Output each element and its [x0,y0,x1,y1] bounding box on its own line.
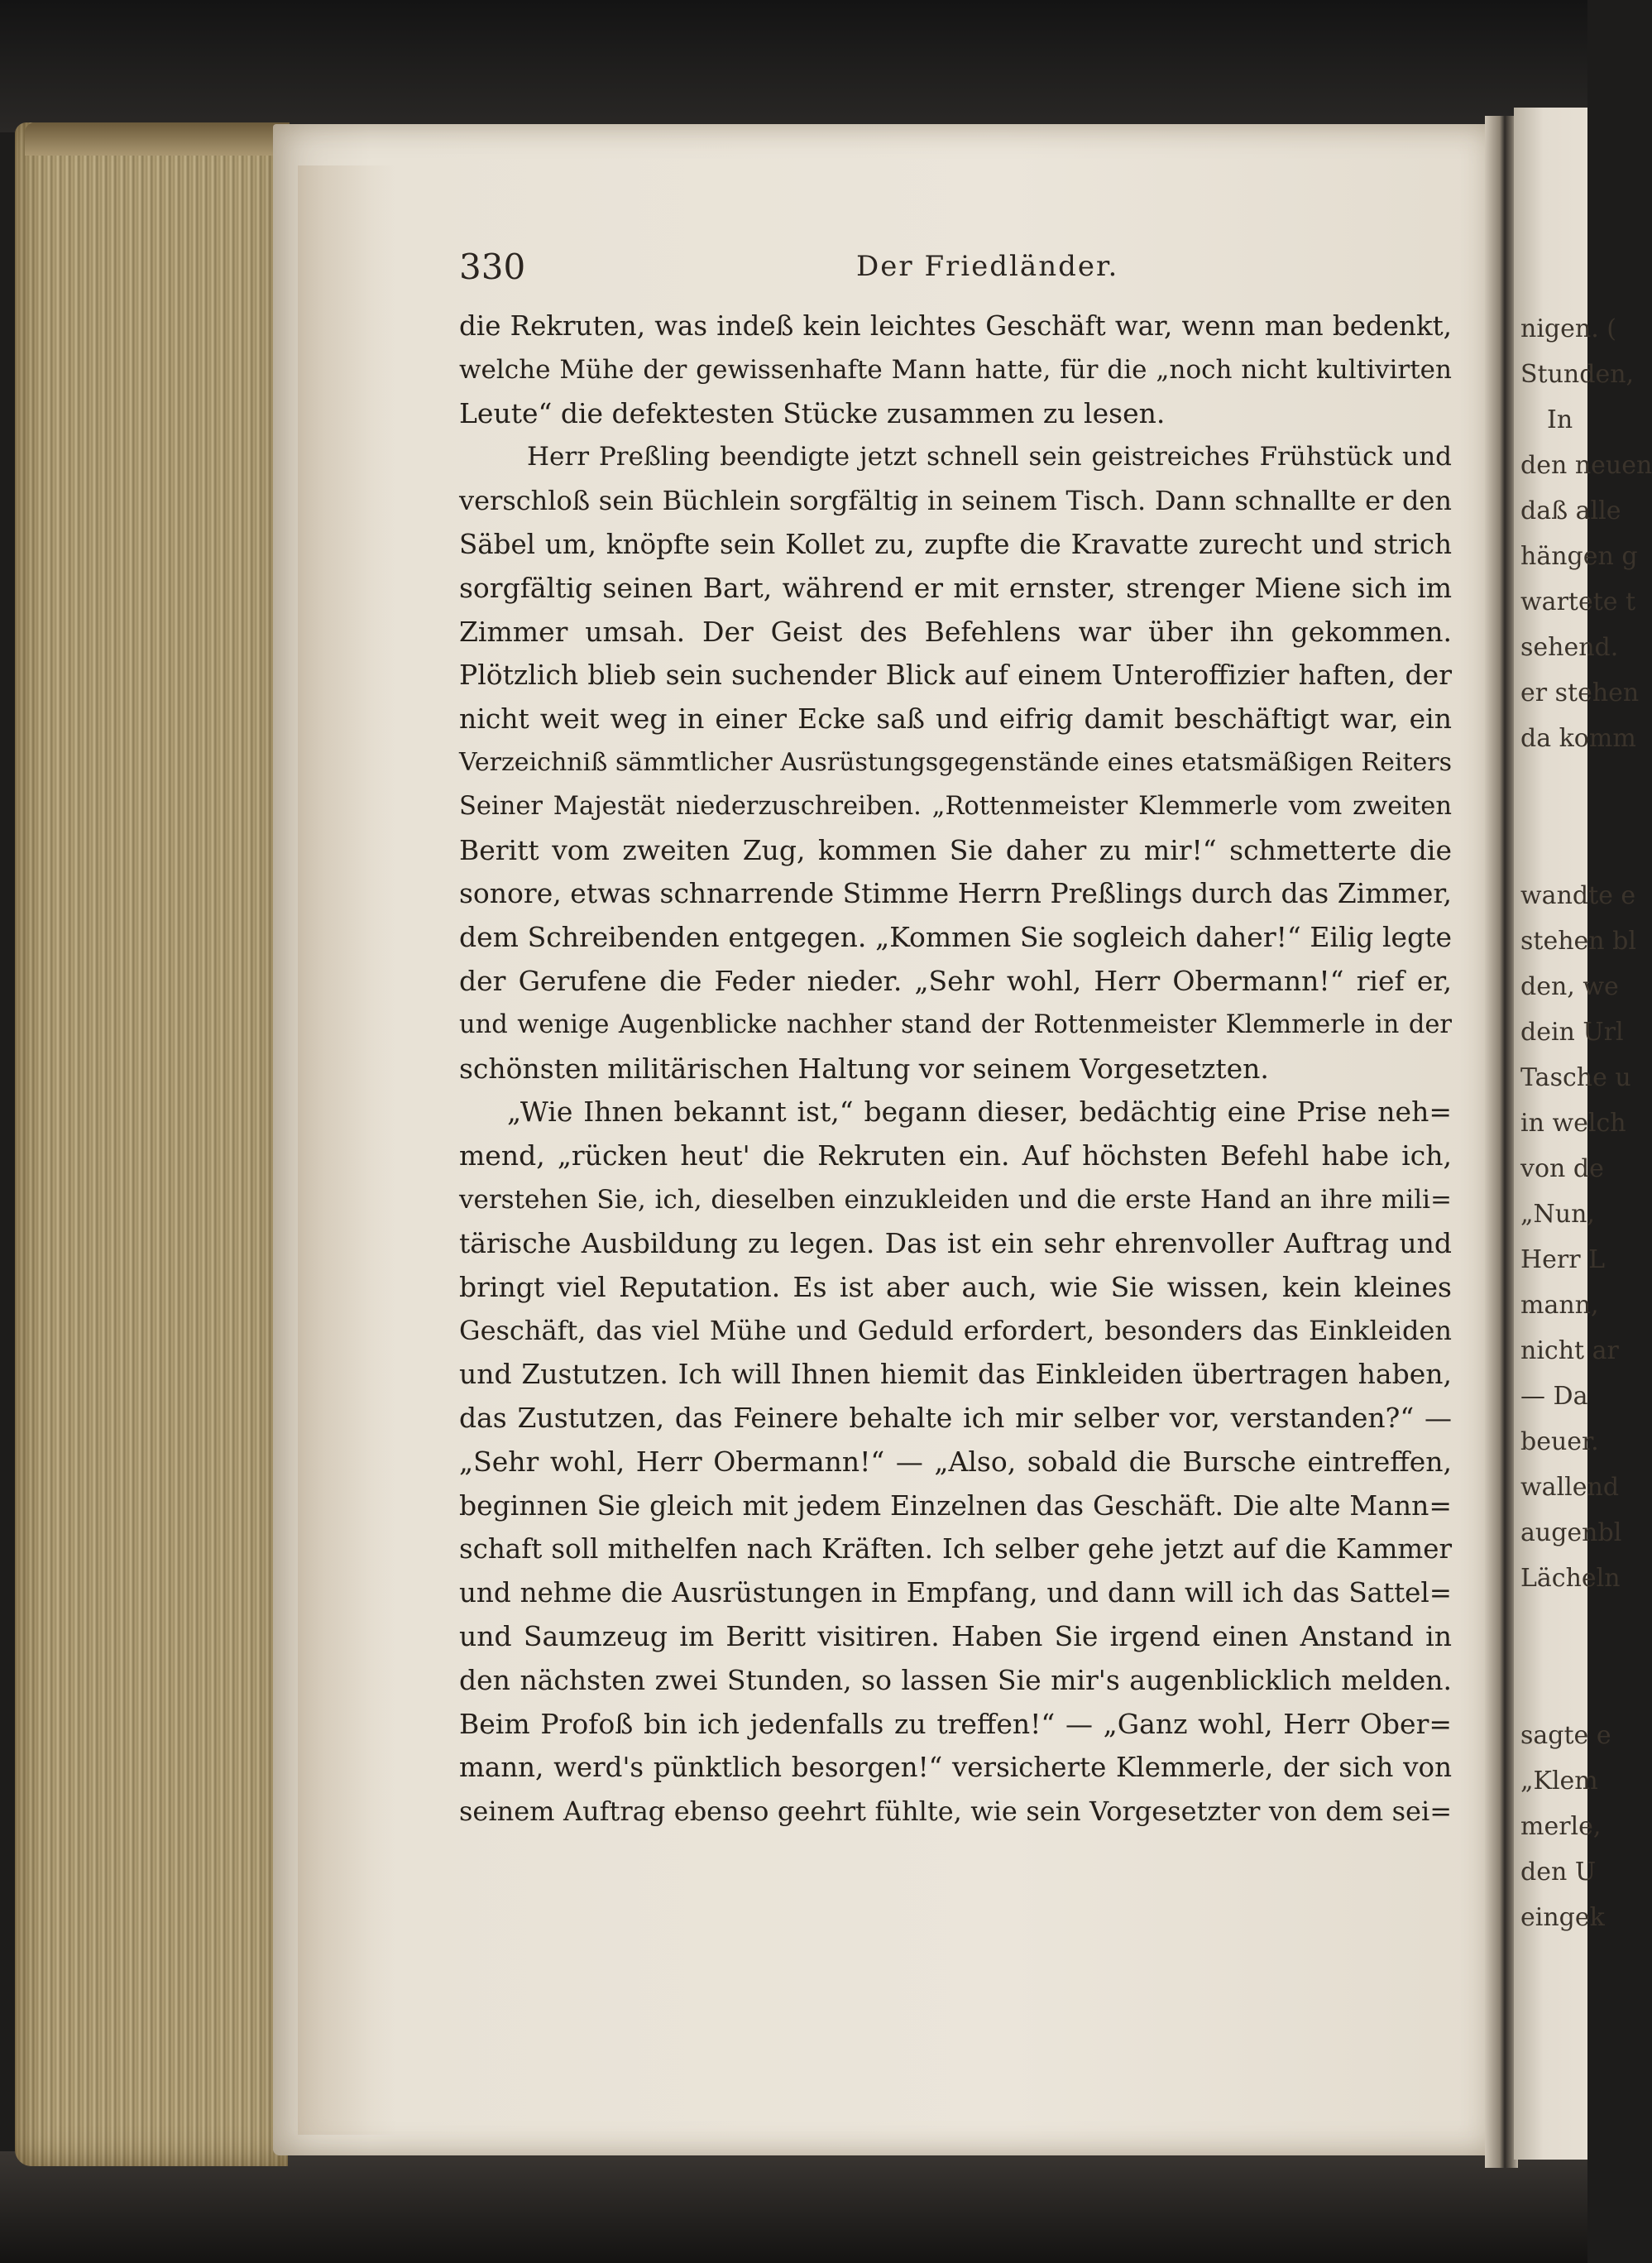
running-title: Der Friedländer. [856,250,1119,283]
next-page-fragment: da komm [1520,724,1636,753]
next-page-fragment: wartete t [1520,587,1636,616]
next-page-fragment: hängen g [1520,542,1638,571]
text-line: und Zustutzen. Ich will Ihnen hiemit das Einkleiden übertragen haben, [459,1358,1452,1391]
text-line: „Sehr wohl, Herr Obermann!“ — „Also, sobald die Bursche eintreffen, [459,1445,1452,1478]
text-line: und wenige Augenblicke nachher stand der Rottenmeister Klemmerle in der [459,1009,1452,1039]
next-page-fragment: stehen bl [1520,927,1636,956]
text-line: und Saumzeug im Beritt visitiren. Haben Sie irgend einen Anstand in [459,1619,1452,1652]
backdrop-top [0,0,1587,132]
text-line: Geschäft, das viel Mühe und Geduld erfordert, besonders das Einkleiden [459,1315,1452,1347]
text-line: beginnen Sie gleich mit jedem Einzelnen das Geschäft. Die alte Mann= [459,1489,1452,1522]
next-page-fragment: beuer. [1520,1427,1599,1456]
book-gutter [1485,116,1518,2168]
next-page-fragment: von de [1520,1154,1604,1183]
next-page-fragment: merle, [1520,1812,1602,1841]
next-page-fragment: Herr L [1520,1245,1606,1274]
text-line: verstehen Sie, ich, dieselben einzukleiden und die erste Hand an ihre mili= [459,1184,1452,1215]
text-line: verschloß sein Büchlein sorgfältig in seinem Tisch. Dann schnallte er den [459,485,1452,517]
next-page-fragment: — Da [1520,1382,1588,1411]
text-line: das Zustutzen, das Feinere behalte ich mir selber vor, verstanden?“ — [459,1401,1452,1434]
next-page-fragment: in welch [1520,1109,1626,1138]
text-line: „Wie Ihnen bekannt ist,“ begann dieser, bedächtig eine Prise neh= [507,1096,1452,1129]
text-line: Säbel um, knöpfte sein Kollet zu, zupfte die Kravatte zurecht und strich [459,528,1452,560]
next-page-fragment: sehend. [1520,633,1619,662]
next-page-fragment: sagte e [1520,1721,1611,1750]
next-page-fragment: er stehen [1520,678,1640,707]
next-page-fragment: nicht ar [1520,1336,1619,1365]
text-line: bringt viel Reputation. Es ist aber auch, wie Sie wissen, kein kleines [459,1270,1452,1303]
next-page-fragment: den U [1520,1858,1597,1887]
next-page-fragment: mann, [1520,1291,1599,1320]
text-line: nicht weit weg in einer Ecke saß und eifrig damit beschäftigt war, ein [459,702,1452,736]
book-page-edges [15,122,288,2166]
text-line: Verzeichniß sämmtlicher Ausrüstungsgegenstände eines etatsmäßigen Reiters [459,747,1452,777]
text-line: welche Mühe der gewissenhafte Mann hatte, für die „noch nicht kultivirten [459,354,1452,385]
text-line: tärische Ausbildung zu legen. Das ist ein sehr ehrenvoller Auftrag und [459,1226,1452,1259]
text-line: Beritt vom zweiten Zug, kommen Sie daher zu mir!“ schmetterte die [459,833,1452,866]
text-line: Zimmer umsah. Der Geist des Befehlens war über ihn gekommen. [459,615,1452,648]
text-line: Seiner Majestät niederzuschreiben. „Rottenmeister Klemmerle vom zweiten [459,791,1452,821]
text-line: der Gerufene die Feder nieder. „Sehr wohl, Herr Obermann!“ rief er, [459,964,1452,997]
next-page-sliver [1514,108,1652,2160]
next-page-fragment: „Nun, [1520,1200,1595,1229]
backdrop-bottom [0,2151,1587,2263]
next-page-fragment: In [1547,405,1573,434]
text-line: Herr Preßling beendigte jetzt schnell sein geistreiches Frühstück und [527,442,1452,472]
next-page-fragment: den neuen [1520,451,1652,480]
text-line: Plötzlich blieb sein suchender Blick auf einem Unteroffizier haften, der [459,659,1452,692]
text-line: Beim Profoß bin ich jedenfalls zu treffen!“ — „Ganz wohl, Herr Ober= [459,1707,1452,1740]
text-line: sorgfältig seinen Bart, während er mit ernster, strenger Miene sich im [459,571,1452,604]
text-line: sonore, etwas schnarrende Stimme Herrn Preßlings durch das Zimmer, [459,877,1452,910]
next-page-fragment: dein Url [1520,1018,1624,1047]
book-page-edges-top [25,122,290,156]
next-page-fragment: Tasche u [1520,1063,1631,1092]
next-page-fragment: den, we [1520,972,1619,1001]
text-line: mend, „rücken heut' die Rekruten ein. Auf höchsten Befehl habe ich, [459,1139,1452,1172]
next-page-fragment: augenbl [1520,1518,1622,1547]
text-line: dem Schreibenden entgegen. „Kommen Sie sogleich daher!“ Eilig legte [459,921,1452,954]
page-number: 330 [459,247,526,287]
next-page-fragment: „Klem [1520,1767,1598,1796]
next-page-fragment: nigen. ( [1520,314,1616,343]
next-page-fragment: wandte e [1520,881,1636,910]
text-line: schönsten militärischen Haltung vor seinem Vorgesetzten. [459,1052,1269,1085]
next-page-fragment: wallend [1520,1473,1620,1502]
text-line: mann, werd's pünktlich besorgen!“ versicherte Klemmerle, der sich von [459,1752,1452,1784]
text-line: schaft soll mithelfen nach Kräften. Ich selber gehe jetzt auf die Kammer [459,1533,1452,1565]
next-page-fragment: daß alle [1520,496,1621,525]
text-line: Leute“ die defektesten Stücke zusammen zu lesen. [459,396,1166,429]
text-line: und nehme die Ausrüstungen in Empfang, und dann will ich das Sattel= [459,1577,1452,1609]
next-page-fragment: Stunden, [1520,360,1635,389]
next-page-fragment: eingek [1520,1903,1605,1932]
running-head [459,247,1452,288]
text-line: den nächsten zwei Stunden, so lassen Sie mir's augenblicklich melden. [459,1663,1452,1696]
text-line: die Rekruten, was indeß kein leichtes Geschäft war, wenn man bedenkt, [459,310,1452,342]
next-page-fragment: Lächeln [1520,1564,1621,1593]
body-text [459,304,1452,1834]
text-line: seinem Auftrag ebenso geehrt fühlte, wie sein Vorgesetzter von dem sei= [459,1796,1452,1828]
